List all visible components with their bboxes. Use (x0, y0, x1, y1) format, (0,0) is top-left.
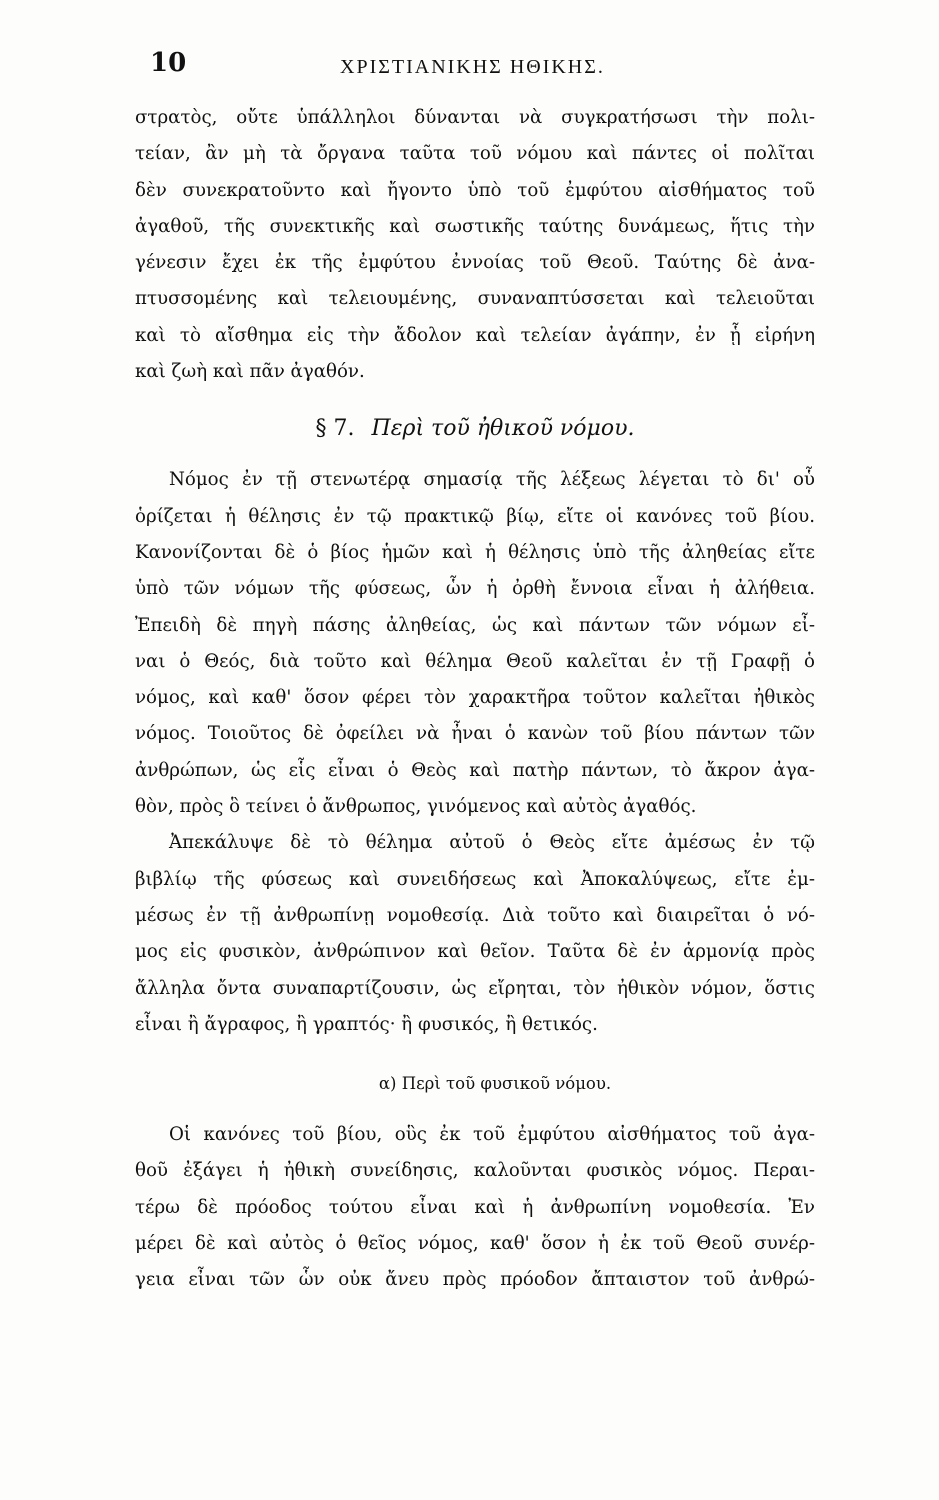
subsection-heading: α) Περὶ τοῦ φυσικοῦ νόμου. (378, 1074, 612, 1094)
section-heading (135, 402, 815, 456)
text-line: πτυσσομένης καὶ τελειουμένης, συναναπτύσσεται καὶ τελειοῦται (135, 288, 815, 310)
section-title: Περὶ τοῦ ἠθικοῦ νόμου. (371, 416, 635, 442)
page-header (150, 48, 810, 88)
running-head: ΧΡΙΣΤΙΑΝΙΚΗΣ ΗΘΙΚΗΣ. (340, 56, 605, 78)
text-line: μέσως ἐν τῇ ἀνθρωπίνῃ νομοθεσίᾳ. Διὰ τοῦτο καὶ διαιρεῖται ὁ νό- (135, 904, 815, 926)
paragraph-4 (135, 1117, 815, 1298)
text-line: Ἀπεκάλυψε δὲ τὸ θέλημα αὐτοῦ ὁ Θεὸς εἴτε ἀμέσως ἐν τῷ (169, 832, 815, 854)
text-line: καὶ ζωὴ καὶ πᾶν ἀγαθόν. (135, 361, 365, 383)
text-line: ναι ὁ Θεός, διὰ τοῦτο καὶ θέλημα Θεοῦ καλεῖται ἐν τῇ Γραφῇ ὁ (135, 650, 815, 672)
text-line: ἀγαθοῦ, τῆς συνεκτικῆς καὶ σωστικῆς ταύτης δυνάμεως, ἥτις τὴν (135, 215, 815, 237)
text-line: θοῦ ἐξάγει ἡ ἠθικὴ συνείδησις, καλοῦνται φυσικὸς νόμος. Περαι- (135, 1160, 815, 1182)
text-line: θὸν, πρὸς ὃ τείνει ὁ ἄνθρωπος, γινόμενος καὶ αὐτὸς ἀγαθός. (135, 796, 697, 818)
page-body (135, 100, 815, 1299)
text-line: στρατὸς, οὔτε ὑπάλληλοι δύνανται νὰ συγκρατήσωσι τὴν πολι- (135, 107, 815, 128)
text-line: μέρει δὲ καὶ αὐτὸς ὁ θεῖος νόμος, καθ' ὅσον ἡ ἐκ τοῦ Θεοῦ συνέρ- (135, 1233, 815, 1255)
text-line: γεια εἶναι τῶν ὧν οὐκ ἄνευ πρὸς πρόοδον ἄπταιστον τοῦ ἀνθρώ- (135, 1269, 815, 1291)
paragraph-1 (135, 100, 815, 390)
paragraph-3 (135, 825, 815, 1043)
text-line: γένεσιν ἔχει ἐκ τῆς ἐμφύτου ἐννοίας τοῦ Θεοῦ. Ταύτης δὲ ἀνα- (135, 252, 815, 274)
text-line: Ἐπειδὴ δὲ πηγὴ πάσης ἀληθείας, ὡς καὶ πάντων τῶν νόμων εἶ- (135, 614, 815, 636)
text-line: καὶ τὸ αἴσθημα εἰς τὴν ἄδολον καὶ τελείαν ἀγάπην, ἐν ᾗ εἰρήνη (135, 324, 815, 346)
text-line: Οἱ κανόνες τοῦ βίου, οὓς ἐκ τοῦ ἐμφύτου αἰσθήματος τοῦ ἀγα- (169, 1124, 815, 1146)
text-line: νόμος, καὶ καθ' ὅσον φέρει τὸν χαρακτῆρα τοῦτον καλεῖται ἠθικὸς (135, 687, 815, 709)
margin-speck (926, 560, 934, 574)
text-line: ὁρίζεται ἡ θέλησις ἐν τῷ πρακτικῷ βίῳ, εἴτε οἱ κανόνες τοῦ βίου. (135, 505, 815, 527)
text-line: ὑπὸ τῶν νόμων τῆς φύσεως, ὧν ἡ ὀρθὴ ἔννοια εἶναι ἡ ἀλήθεια. (135, 578, 815, 600)
text-line: εἶναι ἢ ἄγραφος, ἢ γραπτός· ἢ φυσικός, ἢ θετικός. (135, 1013, 598, 1035)
text-line: τείαν, ἂν μὴ τὰ ὄργανα ταῦτα τοῦ νόμου καὶ πάντες οἱ πολῖται (135, 143, 815, 165)
text-line: ἄλληλα ὄντα συναπαρτίζουσιν, ὡς εἴρηται, τὸν ἠθικὸν νόμον, ὅστις (135, 977, 815, 999)
text-line: νόμος. Τοιοῦτος δὲ ὀφείλει νὰ ἦναι ὁ κανὼν τοῦ βίου πάντων τῶν (135, 723, 815, 745)
text-line: ἀνθρώπων, ὡς εἷς εἶναι ὁ Θεὸς καὶ πατὴρ πάντων, τὸ ἄκρον ἀγα- (135, 759, 815, 781)
text-line: μος εἰς φυσικὸν, ἀνθρώπινον καὶ θεῖον. Ταῦτα δὲ ἐν ἁρμονίᾳ πρὸς (135, 941, 815, 963)
text-line: τέρω δὲ πρόοδος τούτου εἶναι καὶ ἡ ἀνθρωπίνη νομοθεσία. Ἐν (135, 1196, 815, 1218)
text-line: Νόμος ἐν τῇ στενωτέρᾳ σημασίᾳ τῆς λέξεως λέγεται τὸ δι' οὗ (169, 469, 815, 491)
paragraph-2 (135, 462, 815, 825)
page-number: 10 (150, 48, 187, 78)
text-line: βιβλίῳ τῆς φύσεως καὶ συνειδήσεως καὶ Ἀποκαλύψεως, εἴτε ἐμ- (135, 868, 815, 890)
text-line: δὲν συνεκρατοῦντο καὶ ἤγοντο ὑπὸ τοῦ ἐμφύτου αἰσθήματος τοῦ (135, 179, 815, 201)
section-number: § 7. (315, 416, 355, 442)
text-line: Κανονίζονται δὲ ὁ βίος ἡμῶν καὶ ἡ θέλησις ὑπὸ τῆς ἀληθείας εἴτε (135, 541, 815, 563)
